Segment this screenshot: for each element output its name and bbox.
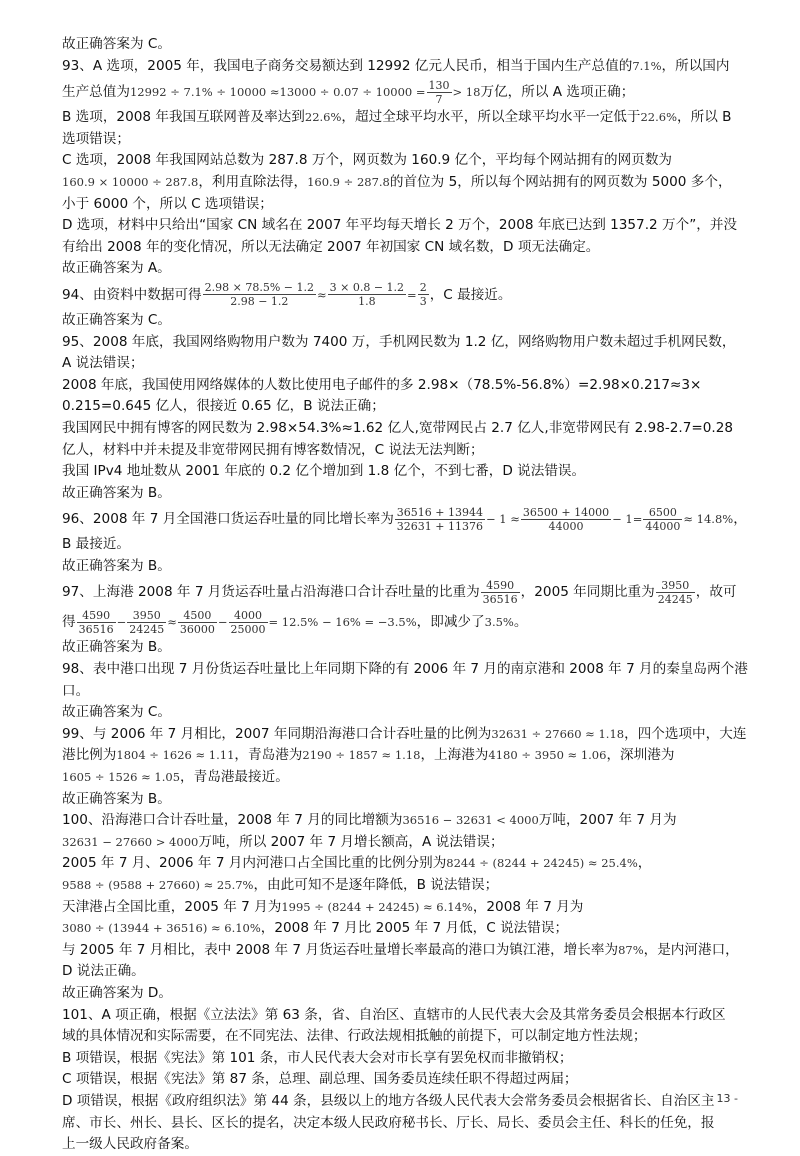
q93-answer: 故正确答案为 A。	[62, 260, 171, 277]
page-number: - 13 -	[709, 1092, 738, 1105]
fraction: $\frac{130}{7}$	[428, 78, 450, 106]
q95-line-5: 我国网民中拥有博客的网民数为 2.98×54.3%≈1.62 亿人,宽带网民占 2.7 亿人,非宽带网民有 2.98-2.7=0.28	[62, 419, 734, 436]
q93-line-6: 160.9 × 10000 ÷ 287.8，利用直除法得，160.9 ÷ 287.8的首位为 5，所以每个网站拥有的网页数为 5000 多个，	[62, 173, 732, 190]
q100-line-8: D 说法正确。	[62, 963, 145, 980]
q95-line-3: 2008 年底，我国使用网络媒体的人数比使用电子邮件的多 2.98×（78.5%-56.8%）=2.98×0.217≈3×	[62, 376, 702, 393]
q101-line-3: B 项错误，根据《宪法》第 101 条，市人民代表大会对市长享有罢免权而非撤销权；	[62, 1049, 573, 1066]
fraction: $\frac{4590}{36516}$	[482, 578, 518, 606]
q99-line-3: 1605 ÷ 1526 ≈ 1.05，青岛港最接近。	[62, 769, 289, 786]
q93-line-7: 小于 6000 个，所以 C 选项错误；	[62, 195, 273, 212]
q101-line-2: 域的具体情况和实际需要，在不同宪法、法律、行政法规相抵触的前提下，可以制定地方性法规；	[62, 1028, 647, 1045]
q101-line-1: 101、A 项正确，根据《立法法》第 63 条，省、自治区、直辖市的人民代表大会及其常务委员会根据本行政区	[62, 1006, 726, 1023]
q96-line-2: B 最接近。	[62, 536, 131, 553]
q97-line-1: 97、上海港 2008 年 7 月货运吞吐量占沿海港口合计吞吐量的比重为 $\frac{4590}{36516}$ ，2005 年同期比重为 $\frac{3950}{24245}$ ，故可	[62, 578, 737, 606]
q93-line-8: D 选项，材料中只给出“国家 CN 域名在 2007 年平均每天增长 2 万个，2008 年底已达到 1357.2 万个”，并没	[62, 217, 738, 234]
q100-line-3: 2005 年 7 月、2006 年 7 月内河港口占全国比重的比例分别为8244 ÷ (8244 + 24245) ≈ 25.4%，	[62, 855, 652, 872]
q96-line-1: 96、2008 年 7 月全国港口货运吞吐量的同比增长率为 $\frac{36516 + 13944}{32631 + 11376}$ − 1 ≈ $\frac{36500 + 14000}{44000}$ − 1= $\frac{6500}{44000}$ ≈ 14.8%，	[62, 505, 747, 533]
q93-line-9: 有给出 2008 年的变化情况，所以无法确定 2007 年初国家 CN 域名数，D 项无法确定。	[62, 238, 600, 255]
q95-answer: 故正确答案为 B。	[62, 484, 171, 501]
fraction: $\frac{6500}{44000}$	[645, 505, 681, 533]
q101-line-7: 上一级人民政府备案。	[62, 1136, 198, 1153]
q99-answer: 故正确答案为 B。	[62, 790, 171, 807]
fraction: $\frac{4500}{36000}$	[179, 608, 215, 636]
fraction: $\frac{36500 + 14000}{44000}$	[522, 505, 610, 533]
q94-answer: 故正确答案为 C。	[62, 311, 171, 328]
q101-line-5: D 项错误，根据《政府组织法》第 44 条，县级以上的地方各级人民代表大会常务委员会根据省长、自治区主	[62, 1092, 715, 1109]
q98-line-2: 口。	[62, 682, 90, 699]
q98-line-1: 98、表中港口出现 7 月份货运吞吐量比上年同期下降的有 2006 年 7 月的南京港和 2008 年 7 月的秦皇岛两个港	[62, 661, 748, 678]
fraction: $\frac{3 \times 0.8 - 1.2}{1.8}$	[329, 281, 405, 309]
fraction: $\frac{4590}{36516}$	[78, 608, 114, 636]
q100-line-7: 与 2005 年 7 月相比，表中 2008 年 7 月货运吞吐量增长率最高的港口为镇江港，增长率为87%，是内河港口，	[62, 941, 739, 958]
q100-line-6: 3080 ÷ (13944 + 36516) ≈ 6.10%，2008 年 7 月比 2005 年 7 月低，C 说法错误；	[62, 920, 569, 937]
q94-line-1: 94、由资料中数据可得 $\frac{2.98 \times 78.5\% - 1.2}{2.98 - 1.2}$ ≈ $\frac{3 \times 0.8 - 1.2}{1.8}$ = $\frac{2}{3}$ ，C 最接近。	[62, 281, 512, 309]
q96-answer: 故正确答案为 B。	[62, 557, 171, 574]
q101-line-6: 席、市长、州长、县长、区长的提名，决定本级人民政府秘书长、厅长、局长、委员会主任、科长的任免，报	[62, 1114, 715, 1131]
q93-line-5: C 选项，2008 年我国网站总数为 287.8 万个，网页数为 160.9 亿个，平均每个网站拥有的网页数为	[62, 152, 673, 169]
q92-answer: 故正确答案为 C。	[62, 36, 171, 52]
fraction: $\frac{3950}{24245}$	[129, 608, 165, 636]
q100-line-4: 9588 ÷ (9588 + 27660) ≈ 25.7%，由此可知不是逐年降低，B 说法错误；	[62, 877, 499, 893]
fraction: $\frac{2}{3}$	[419, 281, 427, 309]
q100-answer: 故正确答案为 D。	[62, 984, 172, 1001]
q93-line-3: B 选项，2008 年我国互联网普及率达到22.6%，超过全球平均水平，所以全球平均水平一定低于22.6%，所以 B	[62, 109, 732, 126]
q95-line-1: 95、2008 年底，我国网络购物用户数为 7400 万，手机网民数为 1.2 亿，网络购物用户数未超过手机网民数，	[62, 333, 736, 350]
q95-line-7: 我国 IPv4 地址数从 2001 年底的 0.2 亿个增加到 1.8 亿个，不到七番，D 说法错误。	[62, 463, 586, 480]
q99-line-1: 99、与 2006 年 7 月相比，2007 年同期沿海港口合计吞吐量的比例为32631 ÷ 27660 ≈ 1.18，四个选项中，大连	[62, 725, 747, 742]
q98-answer: 故正确答案为 C。	[62, 704, 171, 721]
q99-line-2: 港比例为1804 ÷ 1626 ≈ 1.11，青岛港为2190 ÷ 1857 ≈ 1.18，上海港为4180 ÷ 3950 ≈ 1.06，深圳港为	[62, 747, 675, 764]
q93-line-2: 生产总值为12992 ÷ 7.1% ÷ 10000 ≈13000 ÷ 0.07 ÷ 10000 = $\frac{130}{7}$ > 18万亿，所以 A 选项正确；	[62, 78, 635, 106]
answer-explanations	[62, 34, 748, 1156]
q100-line-2: 32631 − 27660 > 4000万吨，所以 2007 年 7 月增长额高，A 说法错误；	[62, 833, 504, 850]
fraction: $\frac{2.98 \times 78.5\% - 1.2}{2.98 - 1.2}$	[204, 281, 314, 309]
q100-line-1: 100、沿海港口合计吞吐量，2008 年 7 月的同比增额为36516 − 32631 < 4000万吨，2007 年 7 月为	[62, 812, 677, 829]
q97-line-2: 得 $\frac{4590}{36516}$ − $\frac{3950}{24245}$ ≈ $\frac{4500}{36000}$ − $\frac{4000}{25000}$ = 12.5% − 16% = −3.5%，即减少了3.5%。	[62, 608, 528, 636]
q93-line-1: 93、A 选项，2005 年，我国电子商务交易额达到 12992 亿元人民币，相当于国内生产总值的7.1%，所以国内	[62, 57, 730, 74]
q100-line-5: 天津港占全国比重，2005 年 7 月为1995 ÷ (8244 + 24245) ≈ 6.14%，2008 年 7 月为	[62, 898, 584, 915]
fraction: $\frac{36516 + 13944}{32631 + 11376}$	[396, 505, 483, 533]
q93-line-4: 选项错误；	[62, 130, 130, 147]
fraction: $\frac{3950}{24245}$	[657, 578, 693, 606]
q95-line-6: 亿人，材料中并未提及非宽带网民拥有博客数情况，C 说法无法判断；	[62, 441, 484, 458]
q97-answer: 故正确答案为 B。	[62, 639, 171, 656]
q95-line-2: A 说法错误；	[62, 355, 144, 372]
q95-line-4: 0.215=0.645 亿人，很接近 0.65 亿，B 说法正确；	[62, 398, 385, 415]
fraction: $\frac{4000}{25000}$	[230, 608, 266, 636]
q101-line-4: C 项错误，根据《宪法》第 87 条，总理、副总理、国务委员连续任职不得超过两届；	[62, 1071, 578, 1088]
